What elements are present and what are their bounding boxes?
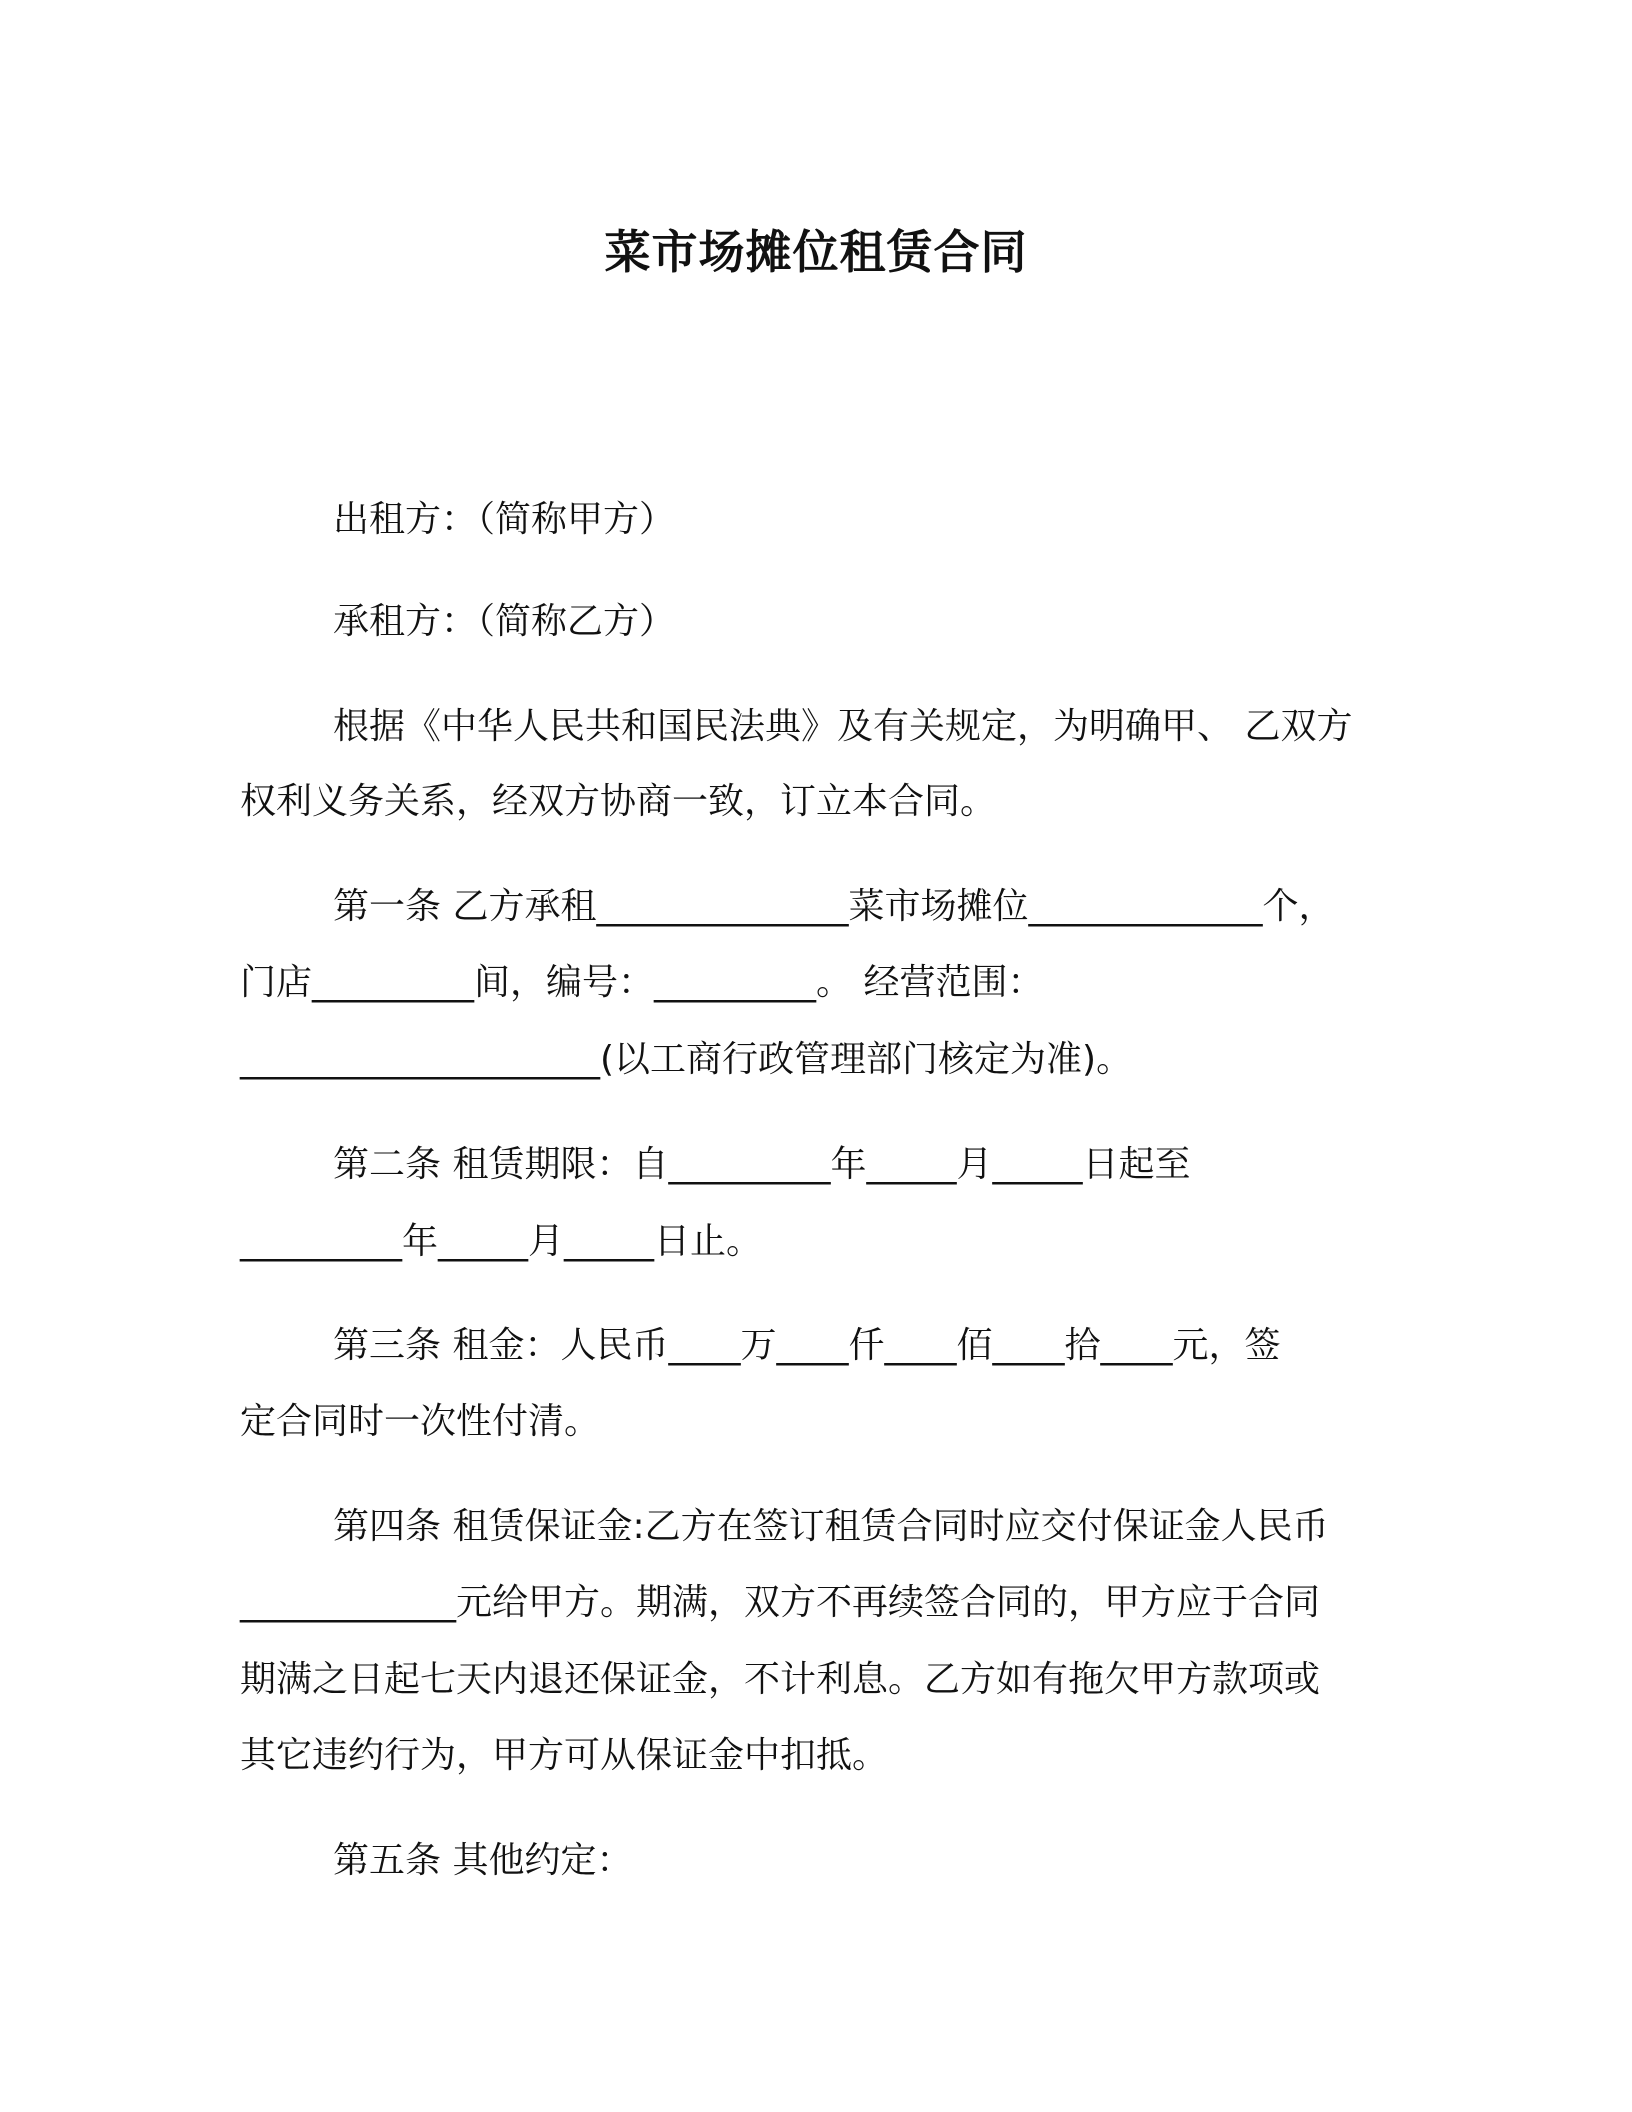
preamble-line-1: 根据《中华人民共和国民法典》及有关规定，为明确甲、 乙双方: [333, 706, 1353, 747]
article2-line-1: 第二条 租赁期限：自_________年_____月_____日起至: [333, 1144, 1191, 1185]
article4-line-4: 其它违约行为，甲方可从保证金中扣抵。: [240, 1735, 889, 1776]
article4-line-3: 期满之日起七天内退还保证金，不计利息。乙方如有拖欠甲方款项或: [240, 1659, 1321, 1700]
document-title: 菜市场摊位租赁合同: [604, 225, 1028, 279]
preamble-line-2: 权利义务关系，经双方协商一致，订立本合同。: [240, 781, 997, 822]
article4-line-1: 第四条 租赁保证金:乙方在签订租赁合同时应交付保证金人民币: [333, 1506, 1329, 1547]
article5-line-1: 第五条 其他约定：: [333, 1840, 633, 1881]
lessor-line: 出租方：（简称甲方）: [333, 499, 676, 540]
article4-line-2: ____________元给甲方。期满，双方不再续签合同的，甲方应于合同: [240, 1582, 1321, 1623]
lessee-line: 承租方：（简称乙方）: [333, 601, 676, 642]
article1-line-3: ____________________(以工商行政管理部门核定为准)。: [240, 1039, 1133, 1080]
article3-line-2: 定合同时一次性付清。: [240, 1401, 601, 1442]
article1-line-1: 第一条 乙方承租______________菜市场摊位_____________个，: [333, 886, 1335, 927]
article1-line-2: 门店_________间，编号：_________。 经营范围：: [240, 962, 1044, 1003]
article2-line-2: _________年_____月_____日止。: [240, 1221, 763, 1262]
article3-line-1: 第三条 租金：人民币____万____仟____佰____拾____元，签: [333, 1325, 1281, 1366]
